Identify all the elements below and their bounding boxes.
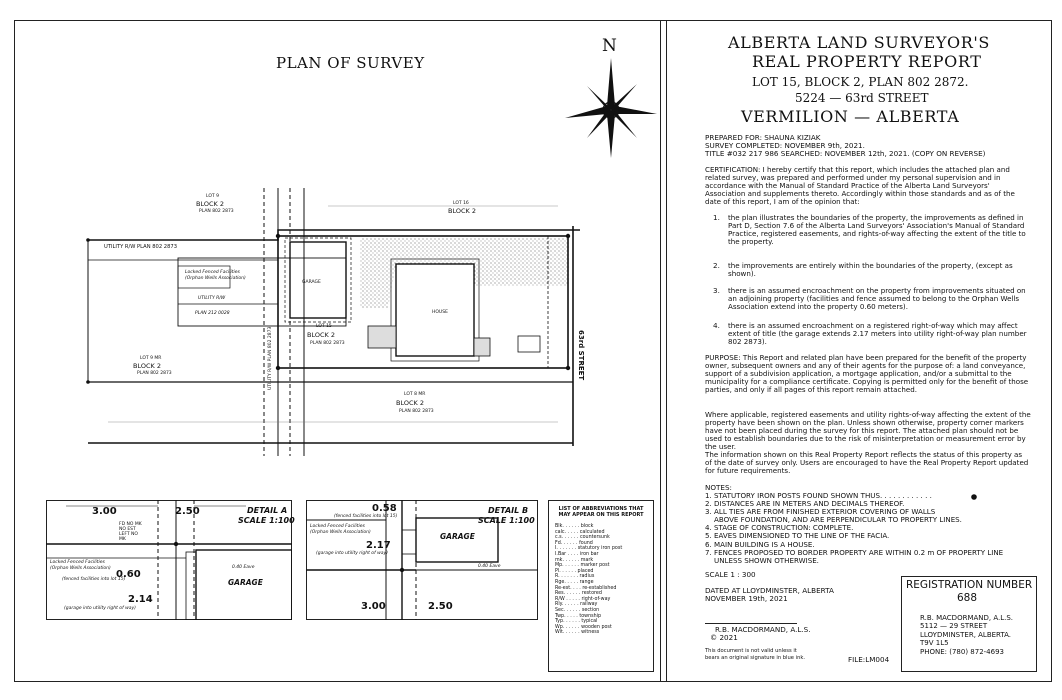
report-validity-2: bears an original signature in blue ink. [705,655,806,661]
item-2-text: the improvements are entirely within the boundaries of the property, (except as shown). [728,261,1013,279]
item-4-text: there is an assumed encroachment on a registered right-of-way which may affect extent of title (the garage extends 2.17 meters into utility right-of-way plan number 802 2873). [728,321,1027,347]
detail-a-note3: (fenced facilities into lot 15) [62,577,126,582]
lot9mr-plan: PLAN 802 2873 [137,371,172,376]
firm-block: R.B. MACDORMAND, A.L.S. 5112 — 29 STREET LLOYDMINSTER, ALBERTA. T9V 1L5 PHONE: (780) 872-4693 [920,614,1014,656]
lot9-label: LOT 9 [206,194,219,199]
abbreviation-item: Wp. . . . . . wooden post [555,624,612,630]
iron-post-dot-icon [970,493,978,501]
detail-a-note4: (garage into utility right of way) [64,606,136,611]
report-title-searched: TITLE #032 217 986 SEARCHED: NOVEMBER 12th, 2021. (COPY ON REVERSE) [705,149,986,158]
item-1-num: 1. [713,213,720,222]
notes-list [705,492,1003,565]
abbreviation-item: Res. . . . . . restored [555,591,602,597]
report-dated: DATED AT LLOYDMINSTER, ALBERTA [705,586,834,595]
abbreviation-item: I.Bar . . . . iron bar [555,551,599,557]
item-3-num: 3. [713,286,720,295]
sheet-divider [660,20,661,682]
report-info: The information shown on this Real Property Report reflects the status of this property as of the date of survey only. Users are encouraged to have the Real Property Report updated for future requirements. [705,450,1029,476]
detail-b-dim3: 3.00 [361,601,386,612]
abbreviation-item: c.s. . . . . . countersunk [555,535,610,541]
note-item: 4. STAGE OF CONSTRUCTION: COMPLETE. [705,523,854,533]
fenced-facilities-label: Locked Fenced Facilities [185,270,240,275]
note-item: 1. STATUTORY IRON POSTS FOUND SHOWN THUS. . . . . . . . . . . . [705,491,932,500]
lot8mr-label: LOT 8 MR [404,392,426,397]
orphan-wells-label: (Orphan Wells Association) [185,276,246,281]
abbreviation-item: Sec. . . . . . section [555,607,600,613]
note-item: 5. EAVES DIMENSIONED TO THE LINE OF THE FACIA. [705,531,890,541]
report-certification: CERTIFICATION: I hereby certify that this report, which includes the attached plan and related survey, was prepared and performed under my personal supervision and in accordance with the Manual of Standard Practice of the Alberta Land Surveyors' Association and supplements thereto. Accordingly within those standards and as of the date of this report, I am of the opinion that: [705,165,1015,207]
utility-row-mid-label: UTILITY R/W [198,296,226,301]
detail-b-garage: GARAGE [440,532,475,541]
detail-a-dim4: 2.14 [128,594,153,605]
lot8mr-block: BLOCK 2 [396,399,424,407]
report-validity-1: This document is not valid unless it [705,648,797,654]
item-3-text: there is an assumed encroachment on the property from improvements situated on an adjoining property (facilities and fence assumed to belong to the Orphan Wells Association extend into the property 0.60 meters). [728,286,1026,312]
item-1-text: the plan illustrates the boundaries of the property, the improvements as defined in Part D, Section 7.6 of the Alberta Land Surveyors' Association's Manual of Standard Practice, registered easements, and rights-of-way affecting the extent of the title to the property. [728,213,1026,247]
north-arrow-icon [565,58,657,158]
abbreviation-item: Wit. . . . . . witness [555,630,600,636]
abbreviation-item: Pl. . . . . . placed [555,568,594,574]
abbreviation-item: mk. . . . . . mark [555,557,594,563]
detail-a-eave: 0.40 Eave [232,565,255,570]
plan-212-label: PLAN 212 0028 [195,311,230,316]
abbreviations-list [555,524,622,636]
report-title-1: ALBERTA LAND SURVEYOR'S [728,33,990,52]
site-plan-drawing [78,186,638,466]
note-item: UNLESS SHOWN OTHERWISE. [705,555,819,565]
note-item: 3. ALL TIES ARE FROM FINISHED EXTERIOR COVERING OF WALLS [705,507,936,517]
report-file: FILE:LM004 [848,655,890,664]
report-dated-date: NOVEMBER 19th, 2021 [705,594,788,603]
abbreviation-item: calc. . . . . calculated [555,529,605,535]
detail-a-orphan: (Orphan Wells Association) [50,566,111,571]
detail-a-dim2: 2.50 [175,506,200,517]
lot9-block: BLOCK 2 [196,200,224,208]
utility-row-vert-label: UTILITY R/W PLAN 802 2873 [268,326,273,390]
abbreviation-item: I. . . . . . . statutory iron post [555,546,623,552]
detail-b-scale: SCALE 1:100 [478,516,535,525]
north-letter: N [602,36,617,56]
sheet-divider-inner [666,20,667,682]
detail-b-dim1: 0.58 [372,503,397,514]
detail-b-title: DETAIL B [488,506,529,515]
detail-a-dim1: 3.00 [92,506,117,517]
detail-b-note2: (garage into utility right of way) [316,551,388,556]
signature-line [705,623,797,624]
lot16-block: BLOCK 2 [448,207,476,215]
detail-b-eave: 0.40 Eave [478,564,501,569]
plan-title: PLAN OF SURVEY [276,54,425,72]
lot16-label: LOT 16 [453,201,469,206]
notes-title: NOTES: [705,483,732,492]
detail-b-orphan: (Orphan Wells Association) [310,530,371,535]
report-address: 5224 — 63rd STREET [795,91,929,105]
abbreviations-title: LIST OF ABBREVIATIONS THAT MAY APPEAR ON THIS REPORT [558,506,644,518]
lot9mr-label: LOT 9 MR [140,356,162,361]
abbreviation-item: R. . . . . . . radius [555,574,595,580]
note-item: 2. DISTANCES ARE IN METERS AND DECIMALS THEREOF. [705,499,905,509]
detail-a-dim3: 0.60 [116,569,141,580]
lot15-block: BLOCK 2 [307,331,335,339]
lot8mr-plan: PLAN 802 2873 [399,409,434,414]
note-item: ABOVE FOUNDATION, AND ARE PERPENDICULAR TO PROPERTY LINES. [705,515,962,525]
detail-a-fd-marker: FD NO MK NO EST LEFT NO MK [119,522,142,542]
abbreviation-item: Rge. . . . . range [555,579,594,585]
report-town: VERMILION — ALBERTA [741,107,960,126]
lot15-label: LOT 15 [316,324,332,329]
detail-a-fenced: Locked Fenced Facilities [50,560,105,565]
detail-b-dim4: 2.50 [428,601,453,612]
report-survey-completed: SURVEY COMPLETED: NOVEMBER 9th, 2021. [705,141,865,150]
note-item: 7. FENCES PROPOSED TO BORDER PROPERTY ARE WITHIN 0.2 m OF PROPERTY LINE [705,547,1004,557]
report-where: Where applicable, registered easements and utility rights-of-way affecting the extent of the property have been shown on the plan. Unless shown otherwise, property corner markers have not been placed during the survey for this report. The attached plan should not be used to establish boundaries due to the risk of misinterpretation or measurement error by the user. [705,410,1031,452]
house-label: HOUSE [432,310,448,315]
report-signer: R.B. MACDORMAND, A.L.S. [715,625,811,634]
report-prepared-for: PREPARED FOR: SHAUNA KIZIAK [705,133,821,142]
lot9mr-block: BLOCK 2 [133,362,161,370]
utility-row-top-label: UTILITY R/W PLAN 802 2873 [104,244,178,250]
report-title-2: REAL PROPERTY REPORT [752,52,982,71]
registration-title: REGISTRATION NUMBER [906,579,1033,591]
abbreviation-item: Rly. . . . . . railway [555,602,598,608]
abbreviation-item: Fd. . . . . . found [555,540,593,546]
abbreviation-item: Mp. . . . . . marker post [555,563,610,569]
abbreviation-item: Twp. . . . . township [555,613,602,619]
item-4-num: 4. [713,321,720,330]
report-copyright: © 2021 [710,633,738,642]
garage-label: GARAGE [302,280,321,285]
detail-a-garage: GARAGE [228,578,263,587]
lot15-plan: PLAN 802 2873 [310,341,345,346]
report-lot: LOT 15, BLOCK 2, PLAN 802 2872. [752,75,969,89]
note-item: 6. MAIN BUILDING IS A HOUSE. [705,539,815,549]
report-purpose: PURPOSE: This Report and related plan have been prepared for the benefit of the property owner, subsequent owners and any of their agents for the purpose of: a land conveyance, support of a subdivision application, a mortgage application, and/or a submittal to the municipality for a compliance certificate. Copying is permitted only for the benefit of those parties, and only if all pages of this report remain attached. [705,353,1029,395]
detail-a-title: DETAIL A [247,506,288,515]
street-label: 63rd STREET [577,330,585,381]
abbreviation-item: Re-est. . . . re-established [555,585,617,591]
registration-number: 688 [957,592,978,604]
abbreviation-item: Typ. . . . . . typical [555,619,598,625]
detail-b-fenced: Locked Fenced Facilities [310,524,365,529]
detail-b-dim2: 2.17 [366,540,391,551]
report-scale: SCALE 1 : 300 [705,570,756,579]
detail-a-scale: SCALE 1:100 [238,516,295,525]
lot9-plan: PLAN 802 2873 [199,209,234,214]
abbreviation-item: R/W . . . . . right-of-way [555,596,611,602]
detail-b-note1: (fenced facilities into lot 15) [334,514,398,519]
item-2-num: 2. [713,261,720,270]
abbreviation-item: Blk. . . . . . block [555,524,594,529]
